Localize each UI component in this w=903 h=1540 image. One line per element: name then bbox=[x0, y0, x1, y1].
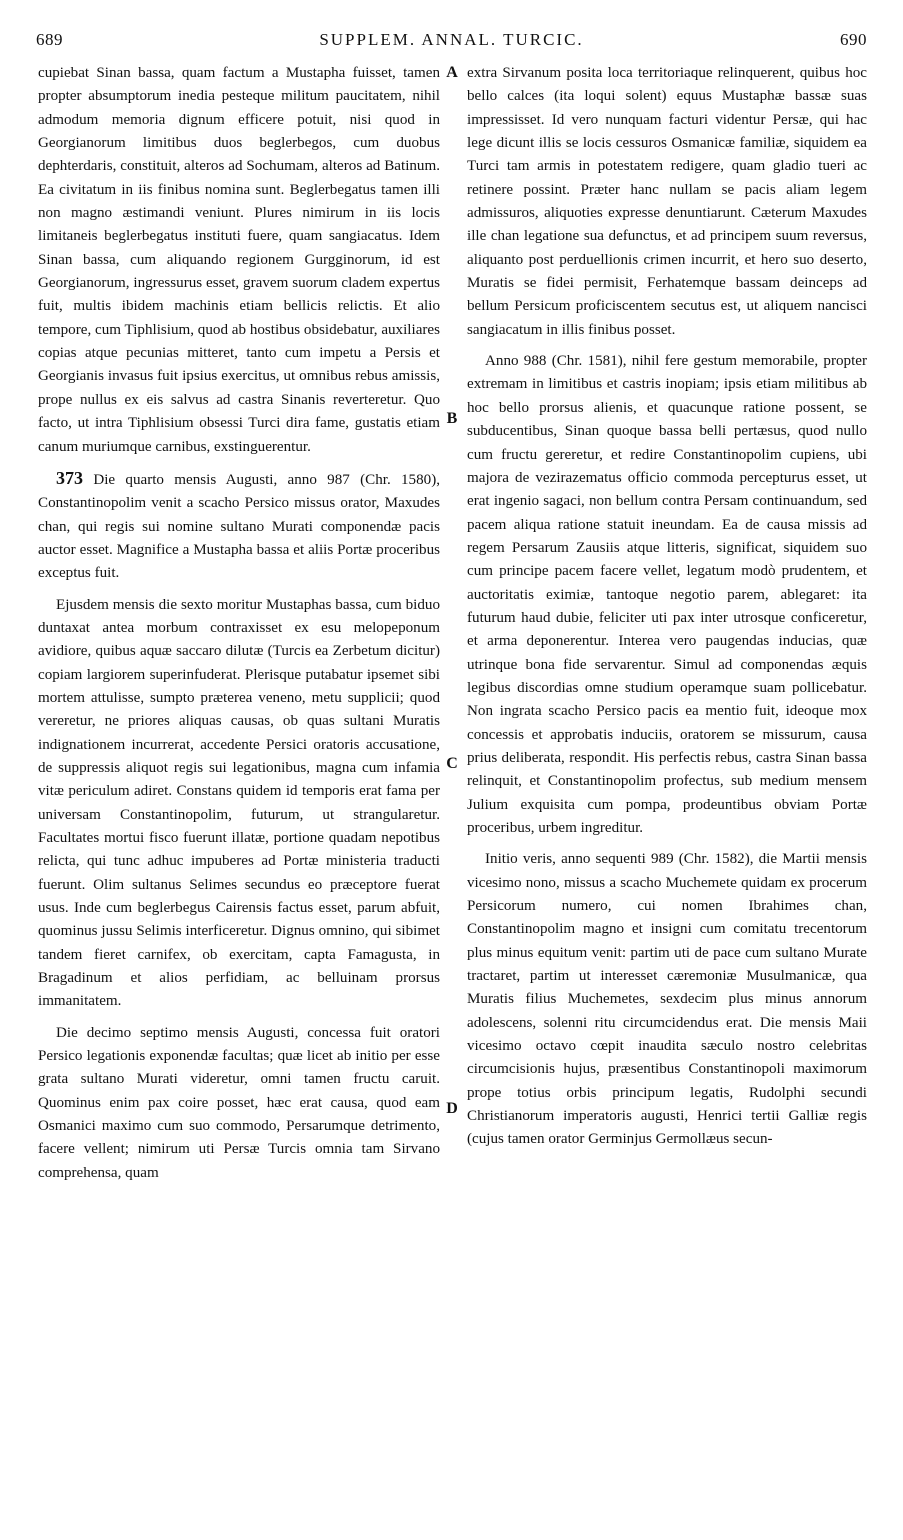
page-number-left: 689 bbox=[36, 30, 63, 49]
left-column bbox=[38, 62, 440, 1524]
margin-mark-d: D bbox=[446, 1100, 458, 1117]
margin-mark-a: A bbox=[446, 64, 458, 81]
paragraph-number: 373 bbox=[56, 467, 83, 488]
paragraph-text: Die quarto mensis Augusti, anno 987 (Chr. 1580), Constantinopolim venit a scacho Persico missus orator, Maxudes chan, qui regis sui nomine sultano Murati componendæ pacis auctor esset. Magnifice a Mustapha bassa et aliis Portæ proceribus exceptus fuit. bbox=[38, 471, 440, 582]
paragraph: Initio veris, anno sequenti 989 (Chr. 1582), die Martii mensis vicesimo nono, missus a scacho Muchemete quidam ex procerum Persicorum numero, cui nomen Ibrahimes chan, Constantinopolim magno et insigni cum comitatu trecentorum plus minus equitum venit: partim uti de pace cum sultano Murate tractaret, partim ut interesset cæremoniæ Musulmanicæ, qua Muratis filius Muchemetes, sexdecim plus minus annorum adolescens, solenni ritu circumcidendus erat. Die mensis Maii vicesimo octavo cœpit inaudita sæculo nostro celebritas circumcisionis hujus, præsentibus Constantinopoli maximorum prope totius orbis principum legatis, Rudolphi secundi Christianorum imperatoris augusti, Henrici tertii Galliæ regis (cujus tamen orator Germinjus Germollæus secun- bbox=[467, 851, 867, 1148]
paragraph: Ejusdem mensis die sexto moritur Mustaphas bassa, cum biduo duntaxat antea morbum contraxisset ex esu melopeponum avidiore, quibus aquæ saccaro dilutæ (Turcis ea Zerbetum dicitur) copiam largiorem superinfuderat. Plerisque putabatur ipsemet sibi mortem attulisse, sumpto præterea veneno, metu supplicii; quod vereretur, ne priores aliquas causas, ob quas sultani Muratis indignationem incurrerat, accedente Persici oratoris accusatione, de suppressis aliquot regis sui legationibus, magna cum infamia vitæ periculum adiret. Constans quidem id temporis erat fama per universam Constantinopolim, futurum, ut strangularetur. Facultates mortui fisco fuerunt illatæ, portione quadam nepotibus relicta, qui tunc adhuc impuberes ad Portæ ministeria traducti fuerunt. Olim sultanus Selimes secundus eo præceptore fuerat usus. Inde cum beglerbegus Cairensis factus esset, parum abfuit, quominus jussu Selimis interficeretur. Dignus omnino, qui sibimet tandem fieret carnifex, ob exercitam, capta Famagusta, in Bragadinum et alios perfidiam, ac belluinam prorsus immanitatem. bbox=[38, 596, 440, 1010]
paragraph-373 bbox=[38, 467, 440, 586]
margin-mark-b: B bbox=[446, 410, 458, 427]
paragraph: extra Sirvanum posita loca territoriaque relinquerent, quibus hoc bello calces (ita loqui solent) equus Mustaphæ bassæ suas impressisset. Id vero nunquam facturi videntur Persæ, qui hac lege dicunt illis se locis cessuros Osmanicæ familiæ, siquidem ea Turci tam armis in potestatem redigere, quam gladio tueri ac retinere possint. Præter hanc nullam se pacis aliam legem admissuros, aliquoties expresse denuntiarunt. Cæterum Maxudes ille chan legatione sua defunctus, et ad principem suum reversus, aliquanto post perduellionis crimen incurrit, et hero suo deserto, Muratis se fidei permisit, Ferhatemque bassam deinceps ad bellum Persicum proficiscentem secutus est, ut aliquem nancisci sangiacatum in illis finibus posset. bbox=[467, 65, 867, 338]
margin-mark-c: C bbox=[446, 755, 458, 772]
running-title: SUPPLEM. ANNAL. TURCIC. bbox=[319, 30, 584, 49]
paragraph: Die decimo septimo mensis Augusti, concessa fuit oratori Persico legationis exponendæ facultas; quæ licet ab initio per esse grata sultano Murati videretur, omni tamen fructu caruit. Quominus enim pax coire posset, hæc erat causa, quod eam Osmanici maximo cum suo commodo, Persarumque detrimento, facere vellent; nimirum uti Persæ Turcis omnia tam Sirvano comprehensa, quam bbox=[38, 1024, 440, 1181]
paragraph: cupiebat Sinan bassa, quam factum a Mustapha fuisset, tamen propter absumptorum inedia pesteque militum paucitatem, nihil admodum memoria dignum efficere potuit, nisi quod in Georgianorum limitibus duos beglerbegos, cum duobus dephterdaris, constituit, alteros ad Sochumam, alteros ad Batinum. Ea civitatum in iis finibus nomina sunt. Beglerbegatus tamen illi non magno æstimandi veniunt. Plures nimirum in iis locis limitaneis beglerbegatus instituti fuere, quam sangiacatus. Idem Sinan bassa, cum aliquando regionem Gurgginorum, id est Georgianorum, ingressurus esset, gravem suorum cladem expertus fuit, multis ibidem machinis etiam bellicis relictis. Et alio tempore, cum Tiphlisium, quod ab hostibus obsidebatur, auxiliares copias atque pecunias mitteret, tanto cum impetu a Persis et Georgianis invasus fuit ipsius exercitus, ut omnibus rebus amissis, prope nullus ex eis salvus ad castra Sinanis reverteretur. Quo facto, ut intra Tiphlisium obsessi Turci dira fame, gustatis etiam canum muriumque carnibus, exstinguerentur. bbox=[38, 65, 440, 455]
paragraph: Anno 988 (Chr. 1581), nihil fere gestum memorabile, propter extremam in limitibus et castris inopiam; ipsis etiam militibus ab hoc bello prorsus alienis, et quacunque ratione possent, se subducentibus, Sinan quoque bassa belli pertæsus, quod nullo cum fructu gereretur, et redire Constantinopolim cupiens, ubi majora de vezirazematus officio commoda percepturus esset, ut erat ingenio sagaci, non bellum contra Persam continuandum, sed pacem aliqua ratione statuit ineundam. Ea de causa missis ad regem Persarum Zausiis atque litteris, significat, siquidem suo cum principe pacem facere vellet, legatum modò prudentem, et auctoritatis eximiæ, tantoque negotio parem, ablegaret: ita futurum haud dubie, feliciter uti pax inter utrosque conficeretur, et arma deponerentur. Interea vero paugendas inducias, quæ utrinque bona fide servarentur. Simul ad componendas æquis legibus discordias omne studium operamque suam pollicebatur. Non ingrata scacho Persico pacis ea mentio fuit, ideoque mox concessis et approbatis induciis, oratorem se missurum, causa prius deliberata, respondit. His perfectis rebus, castra Sinan bassa relinquit, et Constantinopolim profectus, sub medium mensem Julium exquisita cum pompa, prodeuntibus obviam Portæ proceribus, urbem ingreditur. bbox=[467, 353, 867, 836]
page-number-right: 690 bbox=[840, 30, 867, 49]
page-header bbox=[36, 30, 867, 56]
right-column bbox=[467, 62, 867, 1524]
